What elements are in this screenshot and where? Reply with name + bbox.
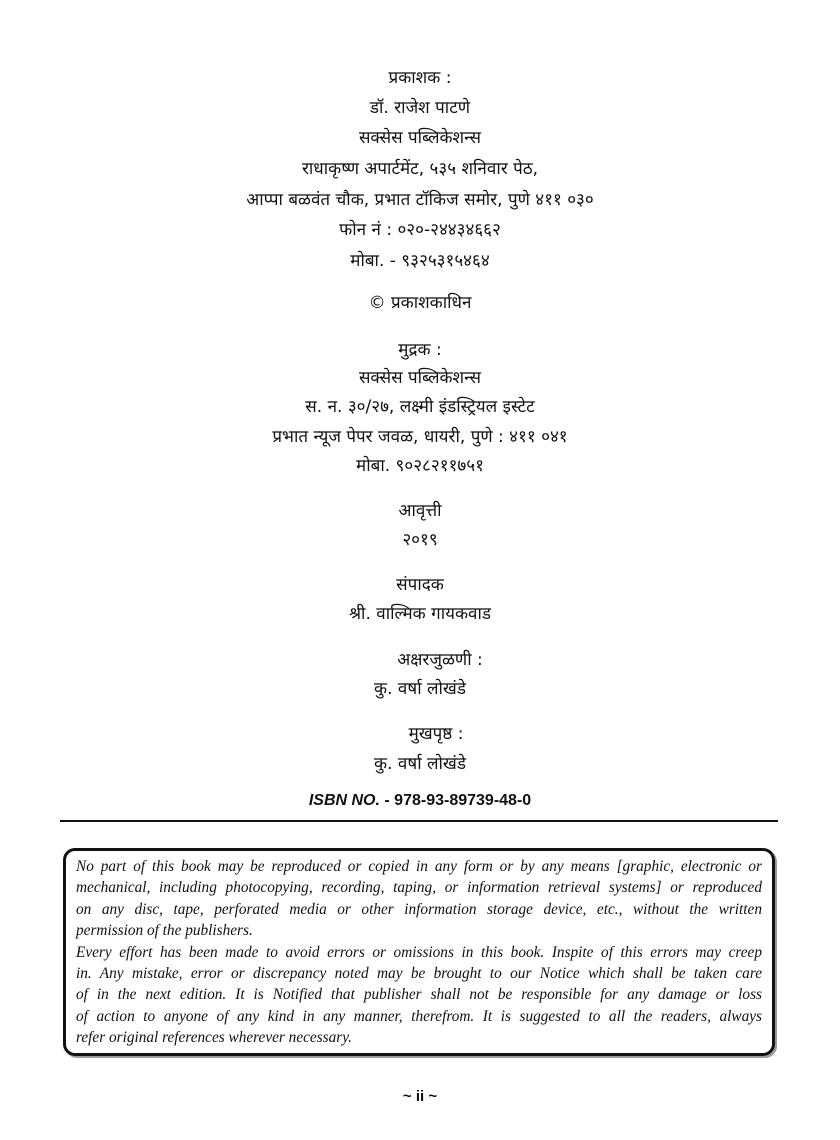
cover-name: कु. वर्षा लोखंडे (374, 754, 466, 774)
disclaimer-line: on any disc, tape, perforated media or other information storage device, etc., without the written (76, 900, 762, 918)
publisher-company: सक्सेस पब्लिकेशन्स (358, 128, 482, 148)
publisher-label: प्रकाशक : (388, 68, 452, 88)
disclaimer-line: Every effort has been made to avoid errors or omissions in this book. Inspite of this errors may creep (76, 943, 762, 961)
printer-mobile: मोबा. ९०२८२११७५१ (356, 456, 484, 476)
publisher-address-line1: राधाकृष्ण अपार्टमेंट, ५३५ शनिवार पेठ, (301, 159, 539, 179)
printer-address-line2: प्रभात न्यूज पेपर जवळ, धायरी, पुणे : ४११ ०४१ (272, 427, 568, 447)
typesetting-name: कु. वर्षा लोखंडे (374, 679, 466, 699)
isbn (0, 792, 840, 810)
disclaimer-line: of action to anyone of any kind in any manner, therefrom. It is suggested to all the readers, always (76, 1007, 762, 1025)
printer-company: सक्सेस पब्लिकेशन्स (358, 368, 482, 388)
disclaimer-box (63, 848, 775, 1056)
isbn-label: ISBN NO. (308, 792, 380, 809)
page-number: ~ ii ~ (402, 1088, 438, 1105)
publisher-name: डॉ. राजेश पाटणे (369, 98, 471, 118)
edition-year: २०१९ (402, 530, 438, 550)
edition-label: आवृत्ती (398, 501, 442, 521)
printer-address-line1: स. न. ३०/२७, लक्ष्मी इंडस्ट्रियल इस्टेट (305, 397, 535, 417)
publisher-phone: फोन नं : ०२०-२४४३४६६२ (339, 220, 501, 240)
disclaimer-line: of in the next edition. It is Notified that publisher shall not be responsible for any damage or loss (76, 986, 762, 1004)
divider (60, 820, 778, 822)
disclaimer-line: No part of this book may be reproduced or copied in any form or by any means [graphic, electronic or (76, 858, 762, 875)
publisher-address-line2: आप्पा बळवंत चौक, प्रभात टॉकिज समोर, पुणे ४११ ०३० (246, 190, 594, 210)
disclaimer-line: mechanical, including photocopying, recording, taping, or information retrieval systems] or reproduced (76, 879, 762, 897)
editor-name: श्री. वाल्मिक गायकवाड (349, 604, 491, 624)
disclaimer-line: permission of the publishers. (76, 922, 253, 940)
isbn-value: - 978-93-89739-48-0 (379, 792, 532, 809)
cover-label: मुखपृष्ठ : (408, 724, 464, 744)
typesetting-label: अक्षरजुळणी : (397, 650, 483, 670)
editor-label: संपादक (396, 575, 444, 595)
disclaimer-line: in. Any mistake, error or discrepancy noted may be brought to our Notice which shall be taken care (76, 965, 762, 983)
printer-label: मुद्रक : (398, 340, 442, 360)
copyright-notice: © प्रकाशकाधिन (368, 293, 472, 313)
disclaimer-line: refer original references wherever necessary. (76, 1029, 352, 1047)
publisher-mobile: मोबा. - ९३२५३१५४६४ (350, 251, 490, 271)
